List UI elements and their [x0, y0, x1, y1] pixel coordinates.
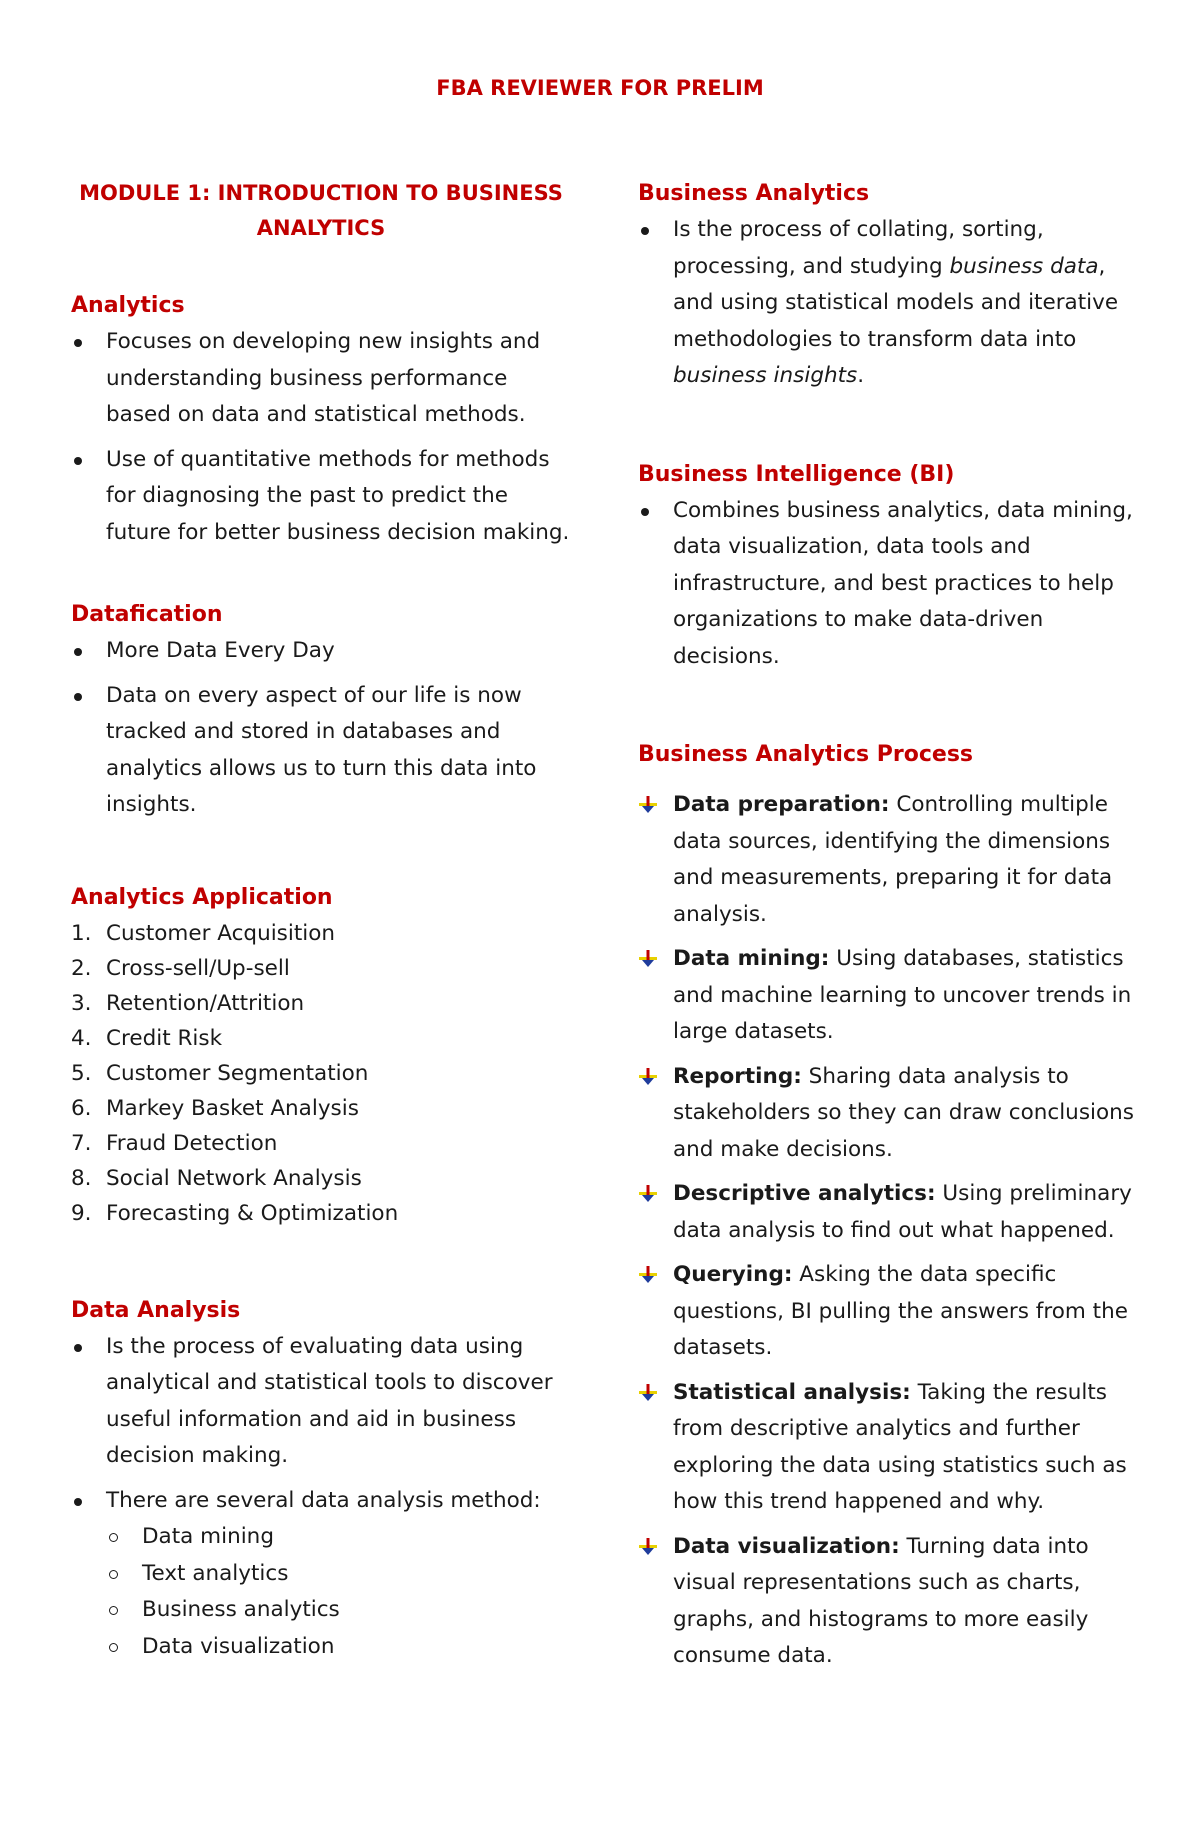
module-title	[71, 176, 571, 246]
list-item	[71, 1126, 571, 1161]
down-arrow-icon	[638, 1537, 658, 1557]
data-analysis-bullet-1: Is the process of evaluating data using analytical and statistical tools to discover useful information and aid in business decision making.	[106, 1333, 553, 1468]
business-intelligence-bullets	[638, 493, 1138, 676]
data-analysis-bullets	[71, 1329, 571, 1520]
list-number: 2.	[71, 955, 92, 981]
down-arrow-icon	[638, 949, 658, 969]
application-item: Retention/Attrition	[106, 990, 305, 1016]
analytics-application-section	[71, 880, 571, 1231]
down-arrow-icon	[638, 795, 658, 815]
bullet-icon	[641, 508, 649, 516]
left-column	[71, 176, 571, 1665]
bullet-icon	[74, 339, 82, 347]
analytics-bullets	[71, 324, 571, 551]
datafication-bullets	[71, 633, 571, 824]
list-item	[71, 1021, 571, 1056]
right-column	[638, 176, 1138, 1683]
business-insights-term: business insights	[673, 363, 858, 388]
data-analysis-methods	[106, 1519, 571, 1665]
process-description: Asking the data specific questions, BI pulling the answers from the datasets.	[673, 1262, 1128, 1360]
data-analysis-heading: Data Analysis	[71, 1297, 241, 1323]
analytics-heading: Analytics	[71, 293, 185, 318]
list-item	[71, 1161, 571, 1196]
list-item	[71, 633, 571, 670]
bullet-icon	[641, 227, 649, 235]
datafication-heading: Datafication	[71, 602, 223, 627]
process-term: Data mining:	[673, 946, 830, 971]
list-item	[106, 1629, 571, 1666]
list-item	[638, 212, 1138, 395]
list-item	[71, 324, 571, 434]
down-arrow-icon	[638, 1184, 658, 1204]
process-term: Reporting:	[673, 1063, 802, 1089]
list-item	[71, 442, 571, 552]
process-item	[638, 941, 1138, 1051]
data-analysis-bullet-2: There are several data analysis method:	[106, 1487, 541, 1513]
list-number: 8.	[71, 1165, 92, 1191]
process-term: Statistical analysis:	[673, 1379, 911, 1405]
down-arrow-icon	[638, 1067, 658, 1087]
process-term: Querying:	[673, 1262, 793, 1287]
method-item: Text analytics	[142, 1560, 289, 1586]
business-analytics-heading: Business Analytics	[638, 181, 870, 206]
list-number: 5.	[71, 1060, 92, 1086]
module-title-line1: MODULE 1: INTRODUCTION TO BUSINESS	[79, 181, 563, 205]
process-item	[638, 1257, 1138, 1367]
analytics-bullet-1: Focuses on developing new insights and understanding business performance based on data and statistical methods.	[106, 329, 541, 427]
application-item: Social Network Analysis	[106, 1165, 362, 1191]
datafication-bullet-1: More Data Every Day	[106, 638, 335, 663]
document-title: FBA REVIEWER FOR PRELIM	[436, 76, 764, 100]
application-item: Markey Basket Analysis	[106, 1095, 359, 1121]
module-title-line2: ANALYTICS	[256, 216, 386, 240]
business-data-term: business data	[949, 253, 1099, 279]
business-intelligence-heading: Business Intelligence (BI)	[638, 461, 955, 487]
bullet-icon	[74, 1498, 82, 1506]
hollow-bullet-icon	[109, 1533, 118, 1542]
list-item	[71, 1329, 571, 1475]
business-intelligence-section	[638, 457, 1138, 676]
list-item	[71, 1056, 571, 1091]
application-item: Cross-sell/Up-sell	[106, 955, 290, 981]
process-item	[638, 1059, 1138, 1169]
application-item: Forecasting & Optimization	[106, 1200, 399, 1226]
down-arrow-icon	[638, 1383, 658, 1403]
datafication-section	[71, 597, 571, 824]
process-item	[638, 1176, 1138, 1249]
process-description: Using preliminary data analysis to find out what happened.	[673, 1181, 1132, 1243]
list-number: 7.	[71, 1130, 92, 1156]
business-analytics-process-heading: Business Analytics Process	[638, 742, 974, 767]
list-item	[106, 1556, 571, 1593]
analytics-application-list	[71, 916, 571, 1231]
list-item	[71, 916, 571, 951]
list-number: 6.	[71, 1095, 92, 1121]
list-item	[71, 951, 571, 986]
list-item	[71, 986, 571, 1021]
hollow-bullet-icon	[109, 1606, 118, 1615]
application-item: Customer Segmentation	[106, 1060, 369, 1086]
datafication-bullet-2: Data on every aspect of our life is now tracked and stored in databases and analytics allows us to turn this data into insights.	[106, 682, 537, 817]
analytics-bullet-2: Use of quantitative methods for methods for diagnosing the past to predict the future for better business decision making.	[106, 446, 570, 545]
bullet-icon	[74, 1344, 82, 1352]
process-item	[638, 787, 1138, 933]
business-analytics-text-b: , and using statistical models and iterative methodologies to transform data into	[673, 253, 1119, 352]
process-description: Taking the results from descriptive analytics and further exploring the data using statistics such as how this trend happened and why.	[673, 1379, 1127, 1514]
list-item	[71, 1196, 571, 1231]
application-item: Customer Acquisition	[106, 920, 336, 946]
business-analytics-process-section	[638, 737, 1138, 1675]
process-list	[638, 787, 1138, 1675]
process-term: Descriptive analytics:	[673, 1181, 936, 1206]
process-description: Sharing data analysis to stakeholders so they can draw conclusions and make decisions.	[673, 1063, 1134, 1162]
process-term: Data preparation:	[673, 792, 890, 817]
list-item	[71, 678, 571, 824]
process-description: Using databases, statistics and machine learning to uncover trends in large datasets.	[673, 946, 1132, 1044]
application-item: Credit Risk	[106, 1025, 223, 1051]
process-item	[638, 1529, 1138, 1675]
list-item	[106, 1519, 571, 1556]
list-number: 3.	[71, 990, 92, 1016]
bullet-icon	[74, 457, 82, 465]
business-analytics-text-a: Is the process of collating, sorting, processing, and studying	[673, 217, 1044, 279]
list-number: 4.	[71, 1025, 92, 1051]
down-arrow-icon	[638, 1265, 658, 1285]
analytics-section	[71, 288, 571, 551]
business-intelligence-bullet: Combines business analytics, data mining, data visualization, data tools and infrastructure, and best practices to help organizations to make data-driven decisions.	[673, 497, 1133, 669]
process-term: Data visualization:	[673, 1533, 900, 1559]
application-item: Fraud Detection	[106, 1130, 278, 1156]
business-analytics-section	[638, 176, 1138, 395]
list-number: 9.	[71, 1200, 92, 1226]
bullet-icon	[74, 693, 82, 701]
method-item: Data visualization	[142, 1633, 335, 1659]
list-item	[71, 1483, 571, 1520]
hollow-bullet-icon	[109, 1570, 118, 1579]
list-item	[106, 1592, 571, 1629]
data-analysis-section	[71, 1293, 571, 1666]
method-item: Data mining	[142, 1524, 274, 1549]
bullet-icon	[74, 648, 82, 656]
analytics-application-heading: Analytics Application	[71, 884, 333, 910]
method-item: Business analytics	[142, 1597, 340, 1622]
list-number: 1.	[71, 920, 92, 946]
process-description: Controlling multiple data sources, identifying the dimensions and measurements, preparing it for data analysis.	[673, 792, 1113, 927]
list-item	[71, 1091, 571, 1126]
business-analytics-text-c: .	[857, 363, 865, 388]
list-item	[638, 493, 1138, 676]
process-item	[638, 1375, 1138, 1521]
business-analytics-bullets	[638, 212, 1138, 395]
hollow-bullet-icon	[109, 1643, 118, 1652]
process-description: Turning data into visual representations such as charts, graphs, and histograms to more easily consume data.	[673, 1533, 1089, 1668]
